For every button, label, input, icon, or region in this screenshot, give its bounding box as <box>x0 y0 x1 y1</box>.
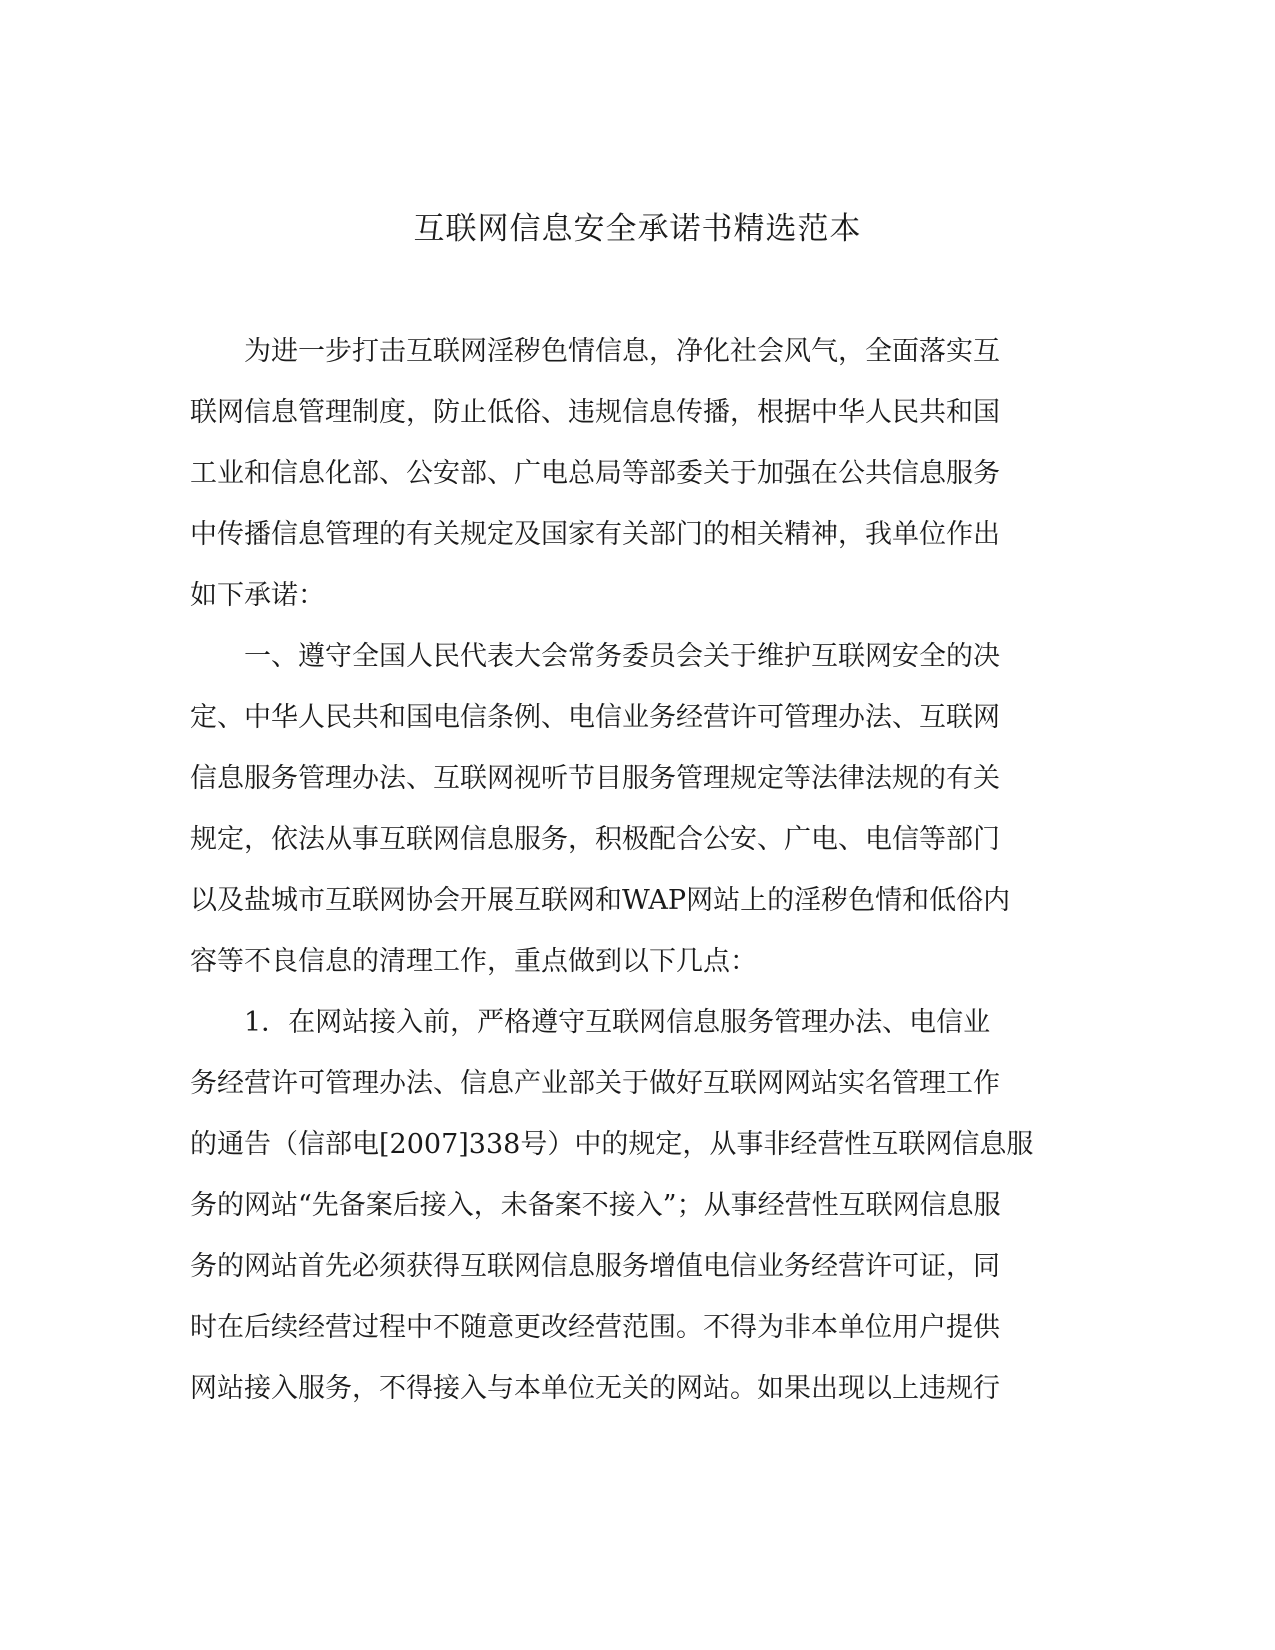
body-line: 为进一步打击互联网淫秽色情信息，净化社会风气，全面落实互 <box>190 336 1000 367</box>
body-line: 中传播信息管理的有关规定及国家有关部门的相关精神，我单位作出 <box>190 519 1000 550</box>
body-line: 1．在网站接入前，严格遵守互联网信息服务管理办法、电信业 <box>190 1007 991 1038</box>
body-line: 务经营许可管理办法、信息产业部关于做好互联网网站实名管理工作 <box>190 1068 1000 1099</box>
body-line: 网站接入服务，不得接入与本单位无关的网站。如果出现以上违规行 <box>190 1373 1000 1404</box>
document-title: 互联网信息安全承诺书精选范本 <box>413 211 862 247</box>
body-line: 如下承诺： <box>190 580 325 611</box>
body-line: 容等不良信息的清理工作，重点做到以下几点： <box>190 946 757 977</box>
body-line: 务的网站“先备案后接入，未备案不接入”；从事经营性互联网信息服 <box>190 1190 1001 1221</box>
body-line: 联网信息管理制度，防止低俗、违规信息传播，根据中华人民共和国 <box>190 397 1000 428</box>
body-line: 时在后续经营过程中不随意更改经营范围。不得为非本单位用户提供 <box>190 1312 1000 1343</box>
body-line: 一、遵守全国人民代表大会常务委员会关于维护互联网安全的决 <box>190 641 1000 672</box>
body-line: 定、中华人民共和国电信条例、电信业务经营许可管理办法、互联网 <box>190 702 1000 733</box>
body-line: 规定，依法从事互联网信息服务，积极配合公安、广电、电信等部门 <box>190 824 1000 855</box>
body-line: 的通告（信部电[2007]338号）中的规定，从事非经营性互联网信息服 <box>190 1129 1034 1160</box>
body-line: 以及盐城市互联网协会开展互联网和WAP网站上的淫秽色情和低俗内 <box>190 885 1011 916</box>
body-line: 信息服务管理办法、互联网视听节目服务管理规定等法律法规的有关 <box>190 763 1000 794</box>
document-body <box>190 332 1080 1430</box>
body-line: 务的网站首先必须获得互联网信息服务增值电信业务经营许可证，同 <box>190 1251 1000 1282</box>
body-line: 工业和信息化部、公安部、广电总局等部委关于加强在公共信息服务 <box>190 458 1000 489</box>
